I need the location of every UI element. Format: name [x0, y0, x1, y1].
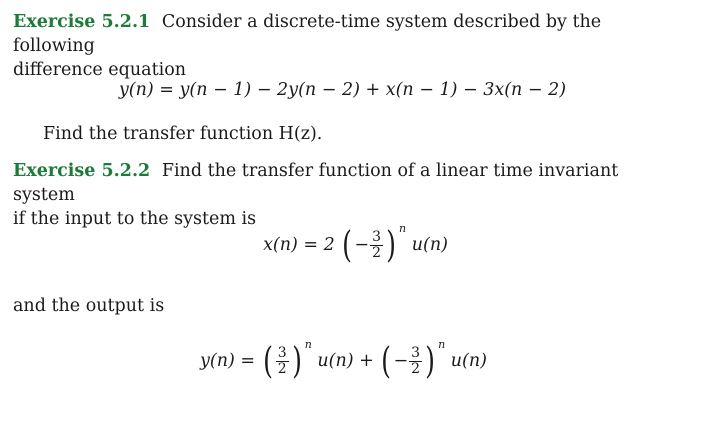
fraction-numerator: 3: [411, 345, 421, 361]
exercise-label: Exercise 5.2.1: [13, 12, 151, 32]
fraction: [370, 230, 383, 261]
exercise-label: Exercise 5.2.2: [13, 161, 151, 181]
input-lhs: x(n) = 2: [263, 235, 335, 255]
right-paren: ): [386, 224, 396, 266]
output-intro: and the output is: [13, 296, 165, 316]
unit-step: u(n): [317, 351, 354, 371]
unit-step: u(n): [450, 351, 487, 371]
minus-sign: −: [354, 235, 370, 255]
exercise-5-2-2-text: [13, 159, 683, 231]
minus-sign: −: [393, 351, 409, 371]
exponent: n: [304, 338, 312, 351]
fraction-denominator: 2: [372, 245, 381, 261]
fraction-numerator: 3: [372, 229, 381, 245]
output-lhs: y(n) =: [200, 351, 256, 371]
fraction: [409, 346, 422, 377]
exercise-text-line1: Find the transfer function of a linear time invariant system: [13, 161, 619, 205]
left-paren: (: [342, 224, 353, 266]
fraction-numerator: 3: [277, 345, 287, 361]
find-transfer-function: Find the transfer function H(z).: [43, 124, 323, 144]
input-equation: [0, 222, 713, 264]
left-paren: (: [381, 340, 392, 382]
exercise-text-line1: Consider a discrete-time system described by the following: [13, 12, 602, 56]
exercise-5-2-1-text: [13, 10, 683, 82]
right-paren: ): [291, 340, 302, 382]
output-equation: [0, 338, 701, 380]
fraction: [276, 346, 289, 377]
plus-sign: +: [359, 351, 374, 371]
exercise-text-line2: if the input to the system is: [13, 209, 257, 229]
unit-step: u(n): [411, 235, 448, 255]
exercise-text-line2: difference equation: [13, 60, 187, 80]
left-paren: (: [262, 340, 273, 382]
exponent: n: [399, 222, 407, 235]
right-paren: ): [425, 340, 435, 382]
difference-equation: y(n) = y(n − 1) − 2y(n − 2) + x(n − 1) − 3x(n − 2): [118, 80, 567, 100]
exponent: n: [438, 338, 446, 351]
fraction-denominator: 2: [277, 361, 287, 377]
fraction-denominator: 2: [411, 361, 421, 377]
